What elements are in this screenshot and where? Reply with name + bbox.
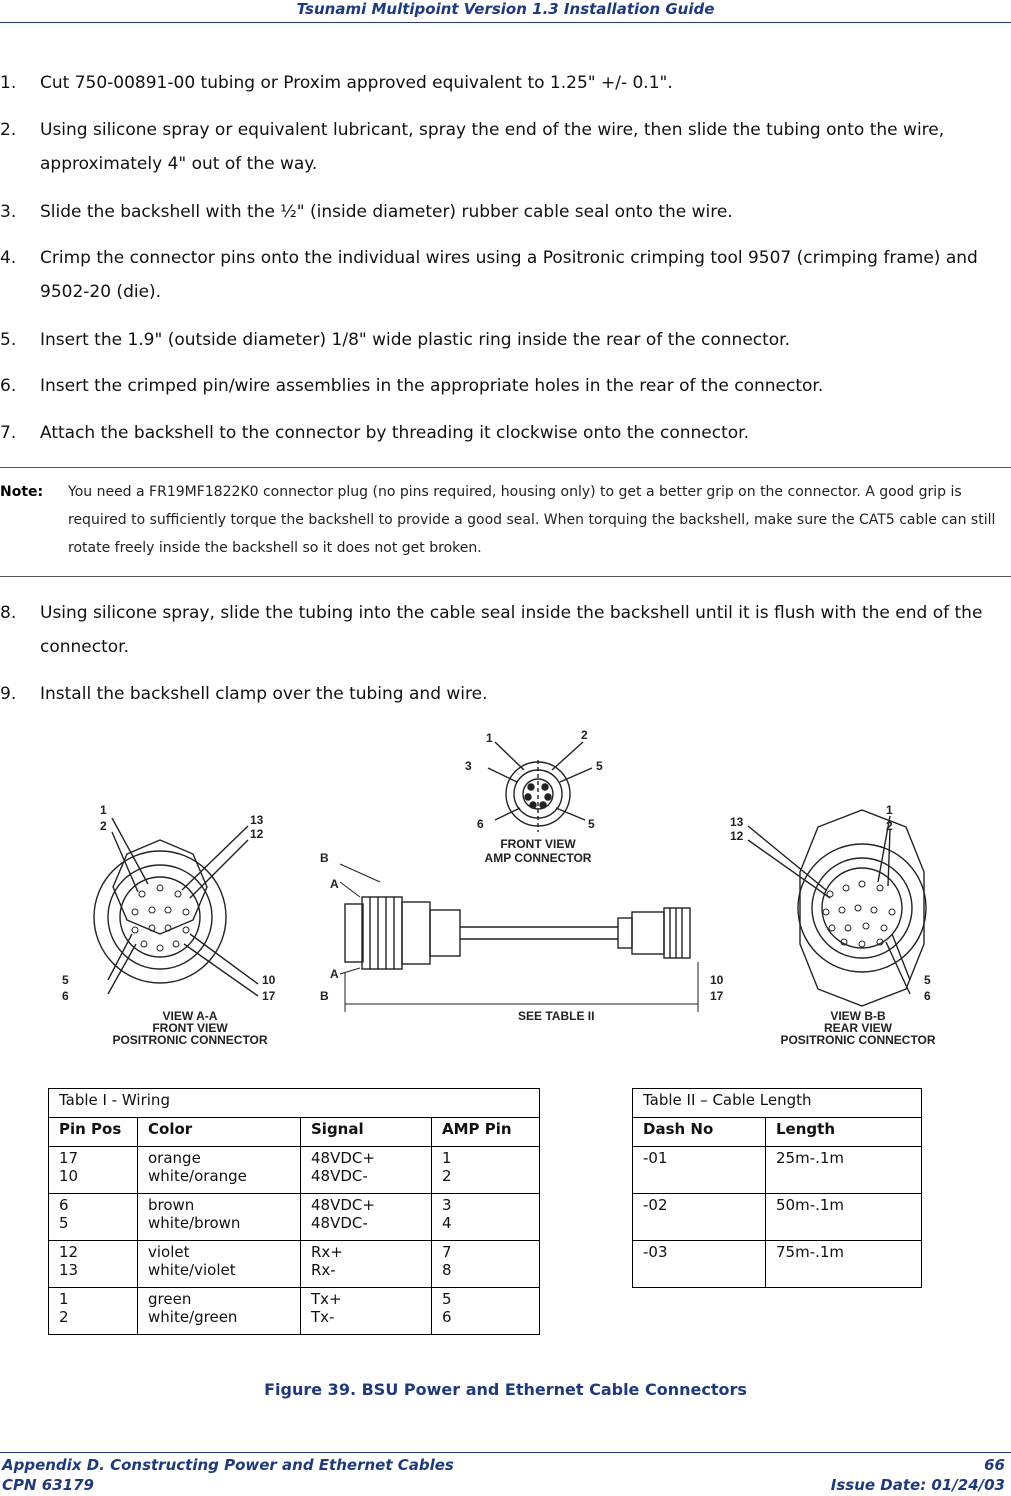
- length-cell: 25m-.1m: [766, 1147, 922, 1194]
- pin-pos-cell: 17 10: [49, 1147, 138, 1194]
- header-rule: [0, 22, 1011, 23]
- cable-assembly: [340, 864, 698, 1012]
- cable-length-caption: Table II – Cable Length: [633, 1089, 922, 1118]
- marker-a-top: A: [330, 877, 339, 891]
- footer-rule: [0, 1452, 1011, 1453]
- wiring-header: Pin Pos: [49, 1118, 138, 1147]
- dash-no-cell: -01: [633, 1147, 766, 1194]
- amp-pin-cell: 5 6: [432, 1288, 540, 1335]
- footer-cpn: CPN 63179: [2, 1476, 94, 1494]
- see-table-label: SEE TABLE II: [518, 1009, 595, 1023]
- step-6: [0, 369, 1000, 403]
- step-5: [0, 323, 1000, 357]
- step-1: [0, 66, 1000, 100]
- view-bb-sub: REAR VIEW: [823, 1021, 893, 1035]
- rear-label-2: 2: [886, 819, 893, 833]
- signal-cell: Rx+ Rx-: [301, 1241, 432, 1288]
- pin-pos-cell: 1 2: [49, 1288, 138, 1335]
- table-row: [49, 1194, 540, 1241]
- page-header: Tsunami Multipoint Version 1.3 Installation Guide: [296, 0, 715, 18]
- signal-cell: 48VDC+ 48VDC-: [301, 1194, 432, 1241]
- wiring-table-caption: Table I - Wiring: [49, 1089, 540, 1118]
- dash-no-cell: -03: [633, 1241, 766, 1288]
- color-cell: violet white/violet: [138, 1241, 301, 1288]
- front-label-5: 5: [62, 973, 69, 987]
- step-text: Slide the backshell with the ½" (inside diameter) rubber cable seal onto the wire.: [40, 202, 733, 222]
- wiring-header: Color: [138, 1118, 301, 1147]
- amp-label-2: 2: [581, 728, 588, 742]
- view-aa-sub: FRONT VIEW: [152, 1021, 228, 1035]
- color-cell: green white/green: [138, 1288, 301, 1335]
- front-label-1: 1: [100, 803, 107, 817]
- step-text: Cut 750-00891-00 tubing or Proxim approved equivalent to 1.25" +/- 0.1".: [40, 73, 673, 93]
- positronic-front-view: [94, 818, 258, 996]
- step-number: 5.: [0, 330, 17, 350]
- step-text: Attach the backshell to the connector by threading it clockwise onto the connector.: [40, 423, 750, 443]
- step-9: [0, 677, 1000, 711]
- mid-label-10: 10: [710, 973, 724, 987]
- amp-label-3: 3: [465, 759, 472, 773]
- front-label-12: 12: [250, 827, 264, 841]
- color-cell: brown white/brown: [138, 1194, 301, 1241]
- step-number: 6.: [0, 376, 17, 396]
- amp-caption-1: FRONT VIEW: [500, 837, 576, 851]
- cable-length-header: Dash No: [633, 1118, 766, 1147]
- step-number: 1.: [0, 73, 17, 93]
- step-text: Insert the crimped pin/wire assemblies in the appropriate holes in the rear of the connector.: [40, 376, 824, 396]
- length-cell: 50m-.1m: [766, 1194, 922, 1241]
- step-2: [0, 113, 1000, 181]
- step-text: Insert the 1.9" (outside diameter) 1/8" wide plastic ring inside the rear of the connector.: [40, 330, 791, 350]
- step-number: 8.: [0, 603, 17, 623]
- marker-b-bottom: B: [320, 989, 329, 1003]
- table-row: [49, 1241, 540, 1288]
- note-text: You need a FR19MF1822K0 connector plug (no pins required, housing only) to get a better grip on the connector. A good grip is required to sufficiently torque the backshell to provide a good seal. When torquing the backshell, make sure the CAT5 cable can still rotate freely inside the backshell so it does not get broken.: [68, 484, 996, 556]
- step-number: 7.: [0, 423, 17, 443]
- amp-label-5: 5: [596, 759, 603, 773]
- front-label-17: 17: [262, 989, 276, 1003]
- positronic-rear-view: [748, 810, 926, 1006]
- cable-length-table: [632, 1088, 922, 1288]
- step-3: [0, 195, 1000, 229]
- step-text: Using silicone spray or equivalent lubricant, spray the end of the wire, then slide the tubing onto the wire, approximately 4" out of the way.: [40, 120, 945, 174]
- figure-caption: Figure 39. BSU Power and Ethernet Cable Connectors: [264, 1380, 747, 1399]
- table-row: [49, 1288, 540, 1335]
- view-aa-title: VIEW A-A: [162, 1009, 218, 1023]
- step-number: 9.: [0, 684, 17, 704]
- amp-label-5b: 5: [588, 817, 595, 831]
- step-4: [0, 241, 1000, 309]
- amp-label-6: 6: [477, 817, 484, 831]
- signal-cell: Tx+ Tx-: [301, 1288, 432, 1335]
- wiring-table: [48, 1088, 540, 1335]
- step-text: Install the backshell clamp over the tubing and wire.: [40, 684, 488, 704]
- note-label: Note:: [0, 484, 44, 500]
- view-bb-title: VIEW B-B: [830, 1009, 886, 1023]
- marker-b-top: B: [320, 851, 329, 865]
- view-bb-connector: POSITRONIC CONNECTOR: [780, 1033, 936, 1047]
- note-rule-top: [0, 467, 1011, 468]
- step-7: [0, 416, 1000, 450]
- footer-section: Appendix D. Constructing Power and Ethernet Cables: [2, 1456, 454, 1474]
- step-number: 4.: [0, 248, 17, 268]
- rear-label-12: 12: [730, 829, 744, 843]
- amp-connector: [488, 742, 592, 832]
- front-label-2: 2: [100, 819, 107, 833]
- step-text: Crimp the connector pins onto the individual wires using a Positronic crimping tool 9507 (crimping frame) and 9502-20 (die).: [40, 248, 978, 302]
- table-row: [633, 1241, 922, 1288]
- length-cell: 75m-.1m: [766, 1241, 922, 1288]
- rear-label-6: 6: [924, 989, 931, 1003]
- rear-label-5: 5: [924, 973, 931, 987]
- table-row: [633, 1147, 922, 1194]
- signal-cell: 48VDC+ 48VDC-: [301, 1147, 432, 1194]
- front-label-13: 13: [250, 813, 264, 827]
- pin-pos-cell: 6 5: [49, 1194, 138, 1241]
- rear-label-13: 13: [730, 815, 744, 829]
- table-row: [633, 1194, 922, 1241]
- step-8: [0, 596, 1000, 664]
- table-row: [49, 1147, 540, 1194]
- footer-issue-date: Issue Date: 01/24/03: [830, 1476, 1005, 1494]
- note-rule-bottom: [0, 576, 1011, 577]
- wiring-header: AMP Pin: [432, 1118, 540, 1147]
- amp-caption-2: AMP CONNECTOR: [484, 851, 592, 865]
- front-label-10: 10: [262, 973, 276, 987]
- cable-connector-drawing: [40, 722, 1000, 1062]
- step-number: 3.: [0, 202, 17, 222]
- amp-pin-cell: 1 2: [432, 1147, 540, 1194]
- marker-a-bottom: A: [330, 967, 339, 981]
- cable-length-header: Length: [766, 1118, 922, 1147]
- color-cell: orange white/orange: [138, 1147, 301, 1194]
- step-text: Using silicone spray, slide the tubing into the cable seal inside the backshell until it is flush with the end of the connector.: [40, 603, 983, 657]
- view-aa-connector: POSITRONIC CONNECTOR: [112, 1033, 268, 1047]
- rear-label-1: 1: [886, 803, 893, 817]
- footer-page-number: 66: [984, 1456, 1005, 1474]
- step-number: 2.: [0, 120, 17, 140]
- amp-label-1: 1: [486, 731, 493, 745]
- pin-pos-cell: 12 13: [49, 1241, 138, 1288]
- wiring-header: Signal: [301, 1118, 432, 1147]
- amp-pin-cell: 3 4: [432, 1194, 540, 1241]
- mid-label-17: 17: [710, 989, 724, 1003]
- front-label-6: 6: [62, 989, 69, 1003]
- amp-pin-cell: 7 8: [432, 1241, 540, 1288]
- dash-no-cell: -02: [633, 1194, 766, 1241]
